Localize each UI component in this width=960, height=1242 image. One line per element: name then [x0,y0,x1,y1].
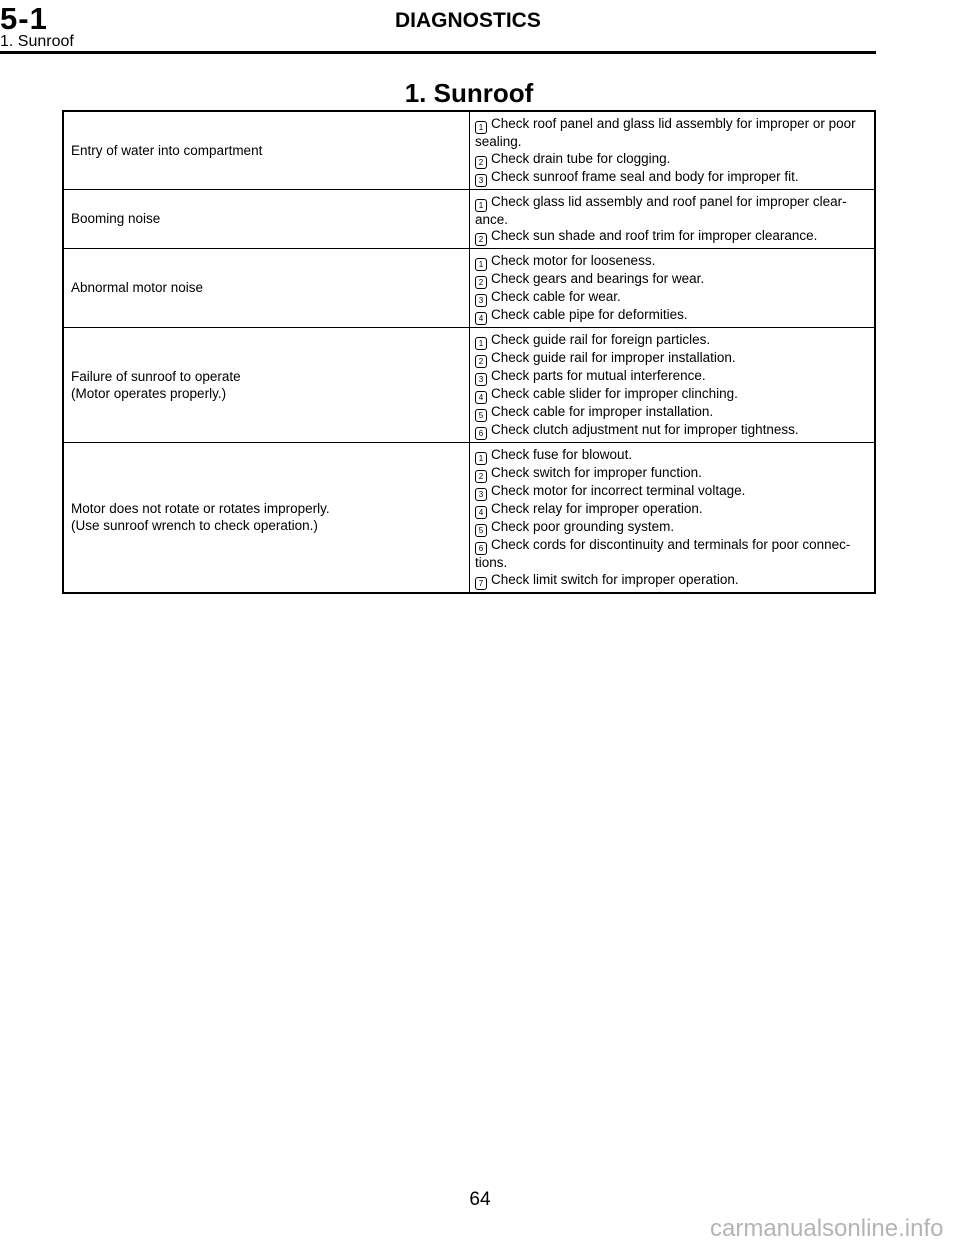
symptom-cell [63,189,470,249]
symptom-text: Failure of sunroof to operate [71,369,241,385]
check-item [475,194,870,229]
step-number: 1 [475,199,487,212]
check-item [475,447,870,465]
check-item [475,271,870,289]
checks-cell [470,328,876,443]
check-text: Check guide rail for foreign particles. [491,332,711,348]
step-number: 1 [475,452,487,465]
check-item [475,253,870,271]
check-item [475,332,870,350]
step-number: 2 [475,355,487,368]
table-row [63,328,875,443]
check-text: Check sun shade and roof trim for improper clearance. [491,228,818,244]
check-text: Check limit switch for improper operation. [491,571,739,587]
step-number: 6 [475,542,487,555]
step-number: 3 [475,174,487,187]
header-rule [0,51,876,54]
step-number: 2 [475,156,487,169]
checks-cell [470,111,876,189]
check-item [475,289,870,307]
check-text: Check sunroof frame seal and body for improper fit. [491,168,799,184]
page-number: 64 [469,1189,491,1210]
symptom-cell [63,328,470,443]
check-item [475,519,870,537]
check-text: Check switch for improper function. [491,465,702,481]
step-number: 4 [475,506,487,519]
step-number: 7 [475,577,487,590]
step-number: 1 [475,121,487,134]
step-number: 6 [475,427,487,440]
check-text: Check relay for improper operation. [491,501,703,517]
check-item [475,307,870,325]
checks-cell [470,189,876,249]
check-text: Check motor for incorrect terminal voltage. [491,483,746,499]
check-item [475,501,870,519]
check-item [475,465,870,483]
check-item [475,537,870,572]
checks-cell [470,443,876,593]
chapter-title: DIAGNOSTICS [395,9,541,32]
check-item [475,116,870,151]
check-text: Check fuse for blowout. [491,447,633,463]
step-number: 2 [475,470,487,483]
check-item [475,422,870,440]
symptom-text: Booming noise [71,211,161,227]
table-row [63,249,875,328]
section-number: 5-1 [0,1,48,36]
check-text: Check roof panel and glass lid assembly for improper or poor sealing. [475,116,856,149]
check-item [475,169,870,187]
check-item [475,404,870,422]
step-number: 1 [475,337,487,350]
check-item [475,151,870,169]
symptom-cell [63,443,470,593]
step-number: 4 [475,312,487,325]
checks-cell [470,249,876,328]
symptom-text: Abnormal motor noise [71,280,204,296]
step-number: 3 [475,294,487,307]
check-item [475,368,870,386]
check-text: Check parts for mutual interference. [491,368,706,384]
check-text: Check poor grounding system. [491,519,675,535]
symptom-cell [63,249,470,328]
step-number: 5 [475,409,487,422]
step-number: 2 [475,233,487,246]
step-number: 2 [475,276,487,289]
symptom-note: (Use sunroof wrench to check operation.) [71,517,318,533]
check-item [475,386,870,404]
check-text: Check cable for improper installation. [491,404,714,420]
check-text: Check cable slider for improper clinching. [491,386,738,402]
step-number: 3 [475,488,487,501]
table-row [63,111,875,189]
check-text: Check clutch adjustment nut for improper tightness. [491,422,799,438]
table-row [63,189,875,249]
symptom-note: (Motor operates properly.) [71,385,227,401]
check-text: Check guide rail for improper installation. [491,350,736,366]
page-title: 1. Sunroof [404,78,534,108]
check-text: Check glass lid assembly and roof panel for improper clear- ance. [475,193,847,227]
check-item [475,572,870,590]
step-number: 4 [475,391,487,404]
check-item [475,350,870,368]
check-item [475,228,870,246]
symptom-cell [63,111,470,189]
check-text: Check cable for wear. [491,289,621,305]
subsection-label: 1. Sunroof [0,33,74,50]
step-number: 5 [475,524,487,537]
check-text: Check cable pipe for deformities. [491,307,688,323]
check-item [475,483,870,501]
check-text: Check cords for discontinuity and terminals for poor connec- tions. [475,537,851,571]
symptom-text: Motor does not rotate or rotates improperly. [71,501,330,517]
table-row [63,443,875,593]
check-text: Check drain tube for clogging. [491,150,671,166]
check-text: Check motor for looseness. [491,253,656,269]
watermark: carmanualsonline.info [710,1215,944,1242]
symptom-text: Entry of water into compartment [71,142,263,158]
step-number: 3 [475,373,487,386]
diagnostics-table [62,110,876,594]
check-text: Check gears and bearings for wear. [491,271,705,287]
step-number: 1 [475,258,487,271]
